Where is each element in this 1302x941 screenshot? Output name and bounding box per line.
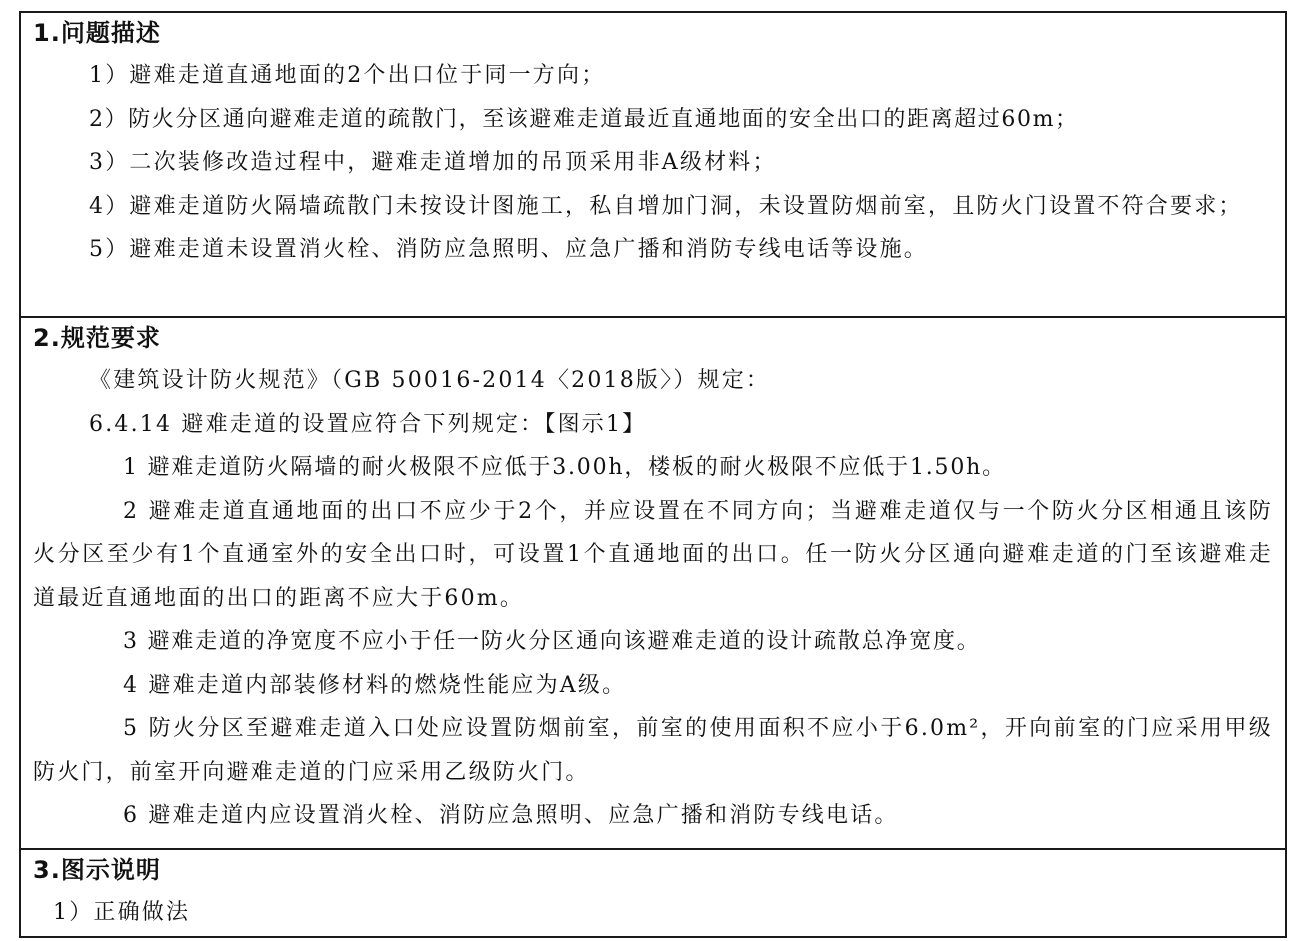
- problem-item: 2）防火分区通向避难走道的疏散门，至该避难走道最近直通地面的安全出口的距离超过60m；: [89, 106, 1079, 132]
- code-rule: 1 避难走道防火隔墙的耐火极限不应低于3.00h，楼板的耐火极限不应低于1.50h。: [123, 455, 1006, 480]
- code-source: 《建筑设计防火规范》（GB 50016-2014〈2018版〉）规定：: [89, 368, 771, 393]
- problem-item: 1）避难走道直通地面的2个出口位于同一方向；: [89, 63, 606, 88]
- section-code-requirements: [21, 316, 1285, 848]
- section-heading: 1.问题描述: [33, 19, 161, 47]
- code-clause: 6.4.14 避难走道的设置应符合下列规定：【图示1】: [89, 411, 647, 437]
- section-heading: 2.规范要求: [33, 324, 161, 352]
- problem-item: 3）二次装修改造过程中，避难走道增加的吊顶采用非A级材料；: [89, 150, 777, 175]
- section-problem-description: [21, 13, 1285, 316]
- section-illustration: [21, 848, 1285, 936]
- code-rule: 6 避难走道内应设置消火栓、消防应急照明、应急广播和消防专线电话。: [123, 803, 899, 828]
- section-heading: 3.图示说明: [33, 856, 161, 884]
- content-table: [19, 11, 1287, 938]
- code-rule: 2 避难走道直通地面的出口不应少于2个，并应设置在不同方向；当避难走道仅与一个防火分区相通且该防火分区至少有1个直通室外的安全出口时，可设置1个直通地面的出口。任一防火分区通向避难走道的门至该避难走道最近直通地面的出口的距离不应大于60m。: [33, 498, 1273, 611]
- problem-item: 5）避难走道未设置消火栓、消防应急照明、应急广播和消防专线电话等设施。: [89, 237, 928, 262]
- problem-item: 4）避难走道防火隔墙疏散门未按设计图施工，私自增加门洞，未设置防烟前室，且防火门设置不符合要求；: [89, 193, 1243, 219]
- code-rule: 3 避难走道的净宽度不应小于任一防火分区通向该避难走道的设计疏散总净宽度。: [123, 629, 981, 654]
- code-rule: 5 防火分区至避难走道入口处应设置防烟前室，前室的使用面积不应小于6.0m²，开向前室的门应采用甲级防火门，前室开向避难走道的门应采用乙级防火门。: [33, 716, 1273, 785]
- code-rule: 4 避难走道内部装修材料的燃烧性能应为A级。: [123, 672, 627, 698]
- illustration-item: 1）正确做法: [53, 900, 191, 925]
